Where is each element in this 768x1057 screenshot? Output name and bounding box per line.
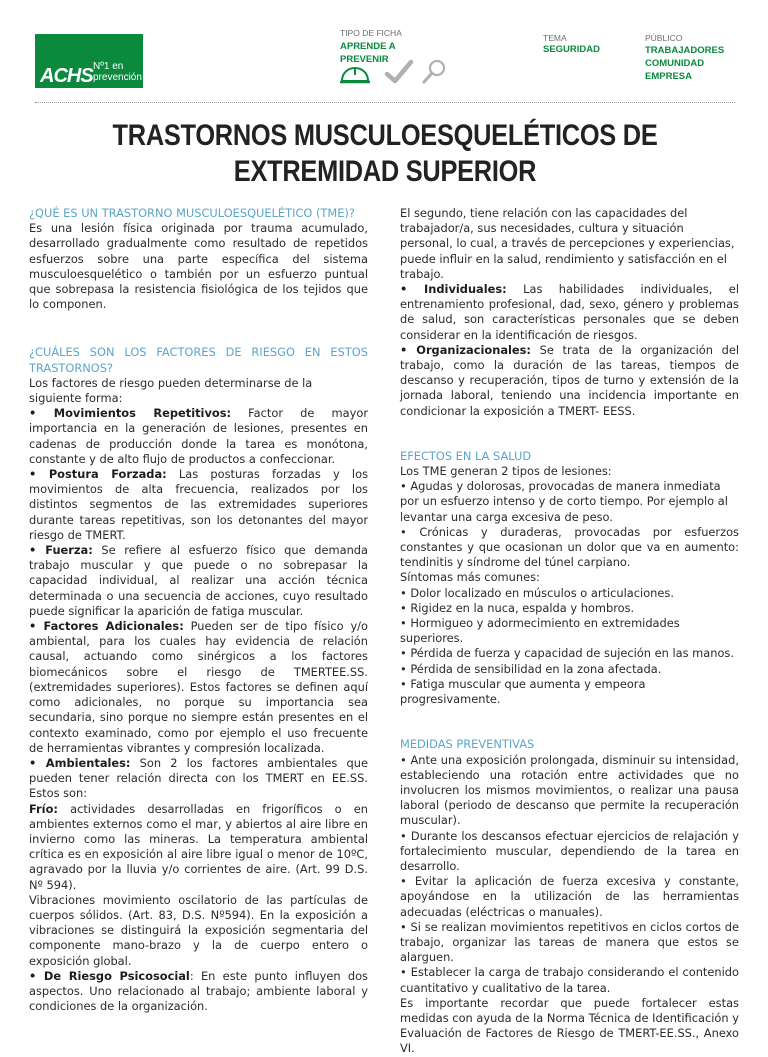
bullet-title: • Ambientales: [29,755,131,770]
bullet-factores-adicionales [29,619,368,756]
bullet-cronicas: • Crónicas y duraderas, provocadas por esfuerzos constantes y que ocasionan un dolor que va en aumento: tendinitis y síndrome del túnel carpiano. [400,524,739,570]
paragraph-efectos-intro: Los TME generan 2 tipos de lesiones: [400,464,612,479]
bullet-agudas: • Agudas y dolorosas, provocadas de manera inmediata por un esfuerzo intenso y de corto tiempo. Por ejemplo al levantar una carga excesiva de peso. [400,479,728,524]
bullet-text: Las habilidades individuales, el entrenamiento profesional, dad, sexo, género y problemas de salud, son características personales que se deben considerar en la identificación de riesgos. [400,282,739,342]
paragraph-sintomas-intro: Síntomas más comunes: [400,570,540,585]
bullet-postura-forzada [29,467,368,543]
bullet-ambientales [29,756,368,802]
symptom-item: • Fatiga muscular que aumenta y empeora progresivamente. [400,676,646,707]
tema-label: TEMA [543,33,567,43]
bullet-text: Son 2 los factores ambientales que pueden tener relación directa con los TMERT en EE.SS. Estos son: [29,755,368,801]
paragraph-norma-tecnica: Es importante recordar que puede fortalecer estas medidas con ayuda de la Norma Técnica de Identificación y Evaluación de Factores de Riesgo de TMERT-EE.SS., Anexo VI. [400,995,739,1056]
bullet-riesgo-psicosocial [29,969,368,1015]
publico-value: COMUNIDAD [645,58,705,69]
helmet-icon [338,64,372,90]
section-heading-medidas: MEDIDAS PREVENTIVAS [400,737,535,752]
section-heading-factores: ¿CUÁLES SON LOS FACTORES DE RIESGO EN ESTOS TRASTORNOS? [29,345,368,375]
logo-tagline-line-1: Nº1 en [93,61,124,72]
logo-tagline-line-2: prevención [93,72,142,83]
measure-item: • Durante los descansos efectuar ejercicios de relajación y fortalecimiento muscular, dependiendo de la tarea en desarrollo. [400,828,739,873]
section-heading-efectos: EFECTOS EN LA SALUD [400,448,532,463]
bullet-fuerza [29,543,368,619]
bullet-title: • Movimientos Repetitivos: [29,406,232,421]
symptom-item: • Pérdida de fuerza y capacidad de sujeción en las manos. [400,646,734,661]
bullet-title: • Fuerza: [29,543,93,558]
bullet-text: Pueden ser de tipo físico y/o ambiental, para los cuales hay evidencia de relación causal, actuando como sinérgicos a los factores biomecánicos sobre el riesgo de TMERTEE.SS.(extremidades superiores). Estos factores se definen aquí como adicionales, no porque su importancia sea secundaria, sino porque no siempre están presentes en el contexto examinado, como por ejemplo el uso frecuente de herramientas vibrantes y compresión localizada. [29,619,368,755]
bullet-title: • De Riesgo Psicosocial [29,968,190,983]
symptom-item: • Pérdida de sensibilidad en la zona afectada. [400,661,662,676]
bullet-individuales [400,282,739,343]
paragraph-segundo-aspecto: El segundo, tiene relación con las capacidades del trabajador/a, sus necesidades, cultura y situación personal, lo cual, a través de percepciones y experiencias, puede influir en la salud, rendimiento y satisfacción en el trabajo. [400,206,735,281]
bullet-text: Las posturas forzadas y los movimientos de alta frecuencia, realizados por los distintos segmentos de las extremidades superiores durante tareas repetitivas, son los detonantes del mayor riesgo de TMERT. [29,467,369,542]
section-heading-que-es: ¿QUÉ ES UN TRASTORNO MUSCULOESQUELÉTICO (TME)? [29,206,355,220]
achs-logo [35,34,143,88]
bullet-text: Se trata de la organización del trabajo, como la duración de las tareas, tiempos de descanso y recuperación, tipos de turno y extensión de la jornada laboral, teniendo una incidencia importante en condicionar la exposición a TMERT- EESS. [400,342,739,418]
publico-values [645,44,724,83]
symptom-item: • Rigidez en la nuca, espalda y hombros. [400,600,635,615]
logo-tagline [93,61,142,83]
logo-mark: ACHS [40,65,93,87]
symptom-item: • Hormigueo y adormecimiento en extremidades superiores. [400,616,680,646]
publico-value: TRABAJADORES [645,45,725,56]
bullet-text: Se refiere al esfuerzo físico que demanda trabajo muscular y que puede o no sobrepasar la capacidad individual, al realizar una acción técnica determinada o una secuencia de acciones, cuyo resultado puede significar la aparición de fatiga muscular. [29,543,368,618]
paragraph-vibraciones: Vibraciones movimiento oscilatorio de las partículas de cuerpos sólidos. (Art. 83, D.S. Nº594). En la exposición a vibraciones se distinguirá la exposición segmentaria del componente mano-brazo y la de cuerpo entero o exposición global. [29,892,368,968]
right-column [400,206,739,1057]
bullet-title: • Organizacionales: [400,342,531,357]
publico-label: PÚBLICO [645,33,683,43]
tema-value: SEGURIDAD [543,44,601,55]
bullet-text: Factor de mayor importancia en la generación de lesiones, presentes en cadenas de producción donde la tarea es monótona, constante y de alto flujo de productos a confeccionar. [29,406,369,466]
left-column [29,206,368,1014]
page-title-line-2: EXTREMIDAD SUPERIOR [233,155,537,188]
measure-item: • Ante una exposición prolongada, disminuir su intensidad, estableciendo una rotación entre actividades que no involucren los mismos movimientos, o realizar una pausa laboral (periodo de descanso que permite la recuperación muscular). [400,752,739,828]
spacer [400,707,739,737]
publico-value: EMPRESA [645,71,692,82]
measure-item: • Si se realizan movimientos repetitivos en ciclos cortos de trabajo, organizar las tareas de manera que estos se alarguen. [400,919,739,965]
bullet-title: • Factores Adicionales: [29,619,184,634]
measure-item: • Establecer la carga de trabajo considerando el contenido cuantitativo y cualitativo de la tarea. [400,965,739,995]
spacer [400,419,739,449]
page-title [88,118,681,190]
paragraph-factores-intro: Los factores de riesgo pueden determinarse de la siguiente forma: [29,375,313,406]
tipo-ficha-label: TIPO DE FICHA [340,28,402,38]
magnifier-icon [420,58,448,86]
measure-item: • Evitar la aplicación de fuerza excesiva y constante, apoyándose en la utilización de las herramientas adecuadas (eléctricas o manuales). [400,874,739,919]
bullet-title: • Postura Forzada: [29,467,167,482]
bullet-title: • Individuales: [400,282,507,297]
bullet-organizacionales [400,343,739,419]
frio-text: actividades desarrolladas en frigoríficos o en ambientes externos como el mar, y abiertos al aire libre en invierno como las mineras. La temperatura ambiental crítica es en exposición al aire libre igual o menor de 10ºC, agravado por la lluvia y/o corrientes de aire. (Art. 99 D.S. Nº 594). [29,801,368,892]
tipo-ficha-value-line-1: APRENDE A [340,41,396,52]
paragraph-frio [29,802,368,893]
symptom-item: • Dolor localizado en músculos o articulaciones. [400,585,674,600]
bullet-movimientos-repetitivos [29,406,368,467]
paragraph-definicion: Es una lesión física originada por trauma acumulado, desarrollado gradualmente como resultado de repetidos esfuerzos sobre una parte específica del sistema musculoesquelético o también por un esfuerzo puntual que sobrepasa la resistencia fisiológica de los tejidos que lo componen. [29,221,368,312]
checkmark-icon [384,58,414,86]
frio-title: Frío: [29,801,58,816]
bullet-text: : En este punto influyen dos aspectos. Uno relacionado al trabajo; ambiente laboral y condiciones de la organización. [29,968,368,1014]
page-title-line-1: TRASTORNOS MUSCULOESQUELÉTICOS DE [112,119,658,152]
tipo-ficha-value-line-2: PREVENIR [340,54,389,65]
spacer [29,312,368,345]
header-divider [35,102,735,103]
